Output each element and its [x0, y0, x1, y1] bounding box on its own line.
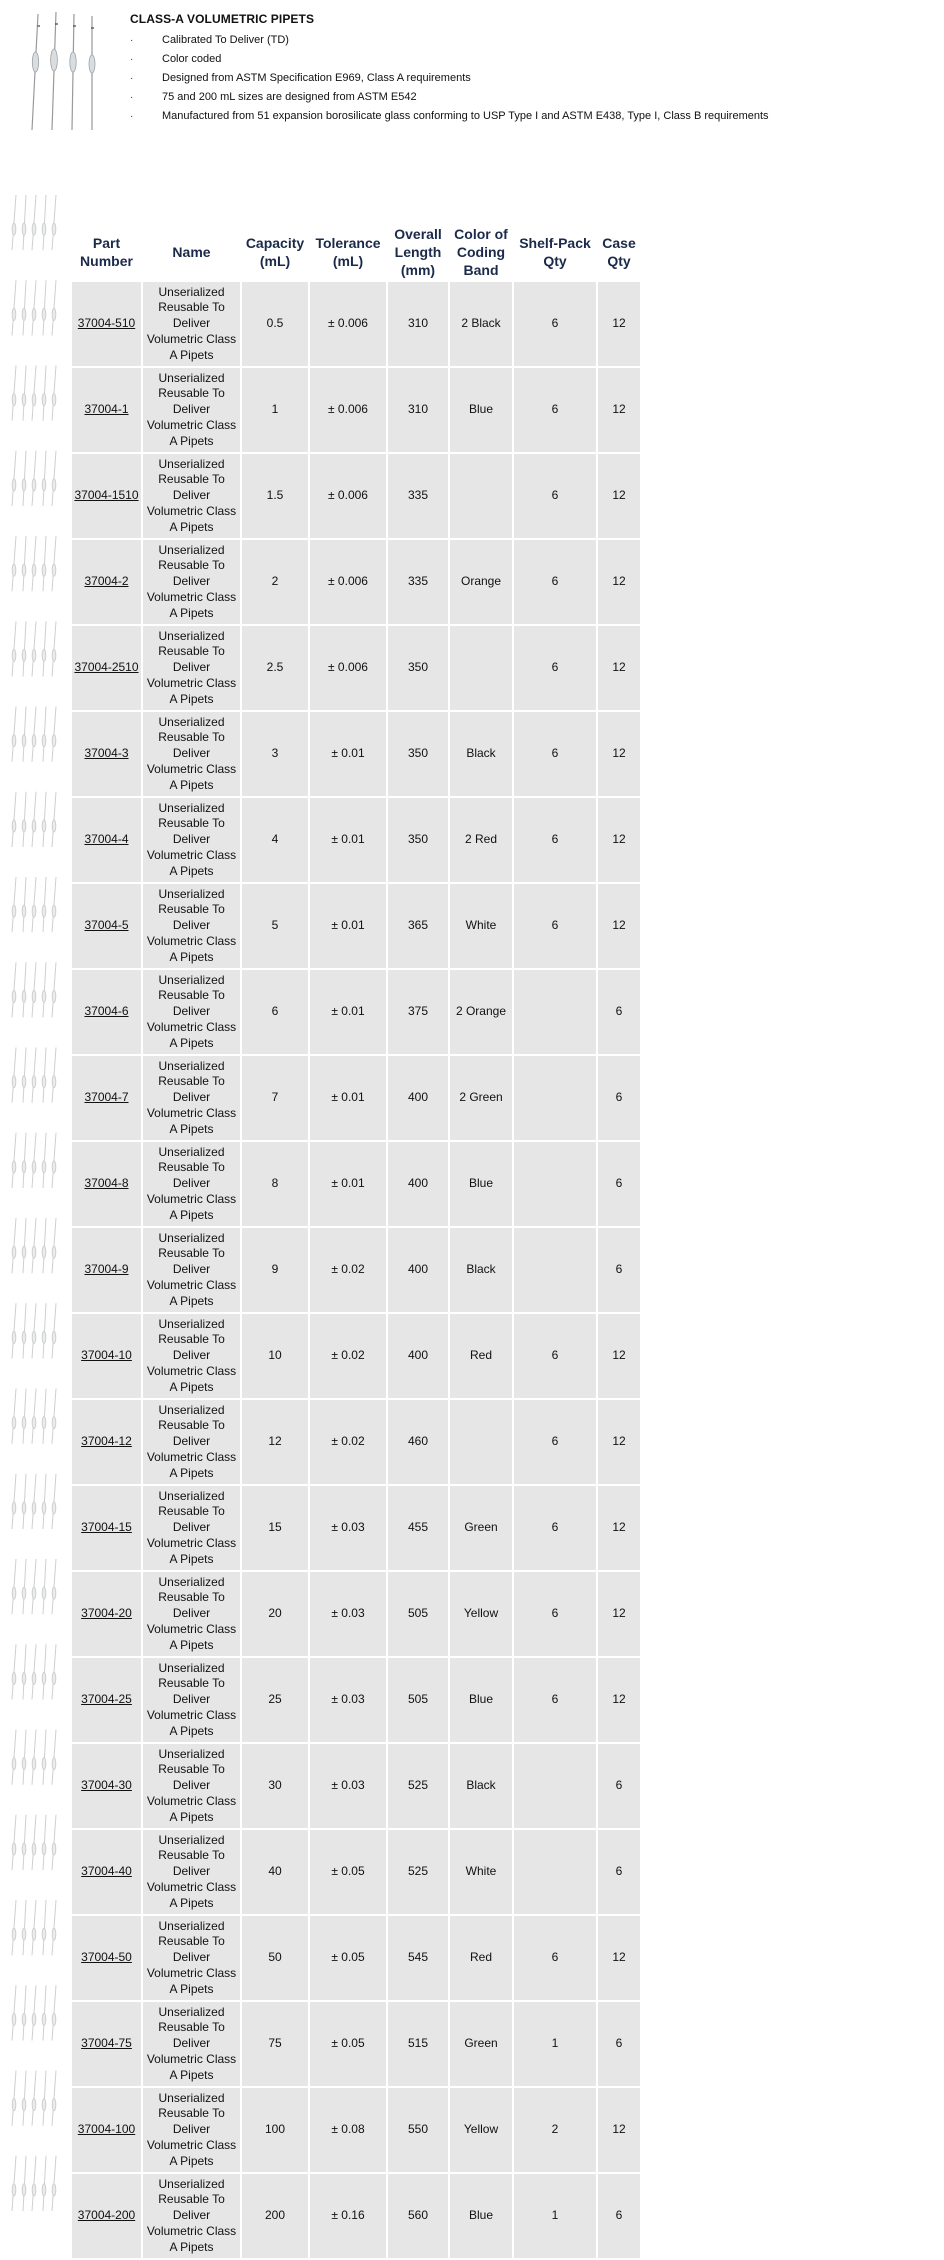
part-number-link[interactable]: 37004-10 [81, 1348, 132, 1363]
case-qty-cell: 12 [598, 1658, 640, 1742]
color-band-cell: Blue [450, 2174, 512, 2258]
part-number-link[interactable]: 37004-4 [84, 832, 129, 847]
length-cell: 455 [388, 1486, 448, 1570]
shelf-pack-cell: 6 [514, 798, 596, 882]
case-qty-cell: 6 [598, 1744, 640, 1828]
name-cell: Unserialized Reusable To Deliver Volumetric Class A Pipets [143, 1056, 240, 1140]
pipet-sketch [12, 792, 56, 847]
background-pipets-strip [0, 175, 70, 2221]
length-cell: 335 [388, 540, 448, 624]
case-qty-cell: 6 [598, 970, 640, 1054]
part-number-link[interactable]: 37004-1 [84, 402, 129, 417]
pipet-sketch [12, 2156, 56, 2211]
tolerance-cell: ± 0.03 [310, 1486, 386, 1570]
column-header-case-qty: Case Qty [602, 235, 636, 269]
product-title: CLASS-A VOLUMETRIC PIPETS [130, 12, 315, 26]
shelf-pack-cell: 6 [514, 454, 596, 538]
color-band-cell: Red [450, 1916, 512, 2000]
length-cell: 525 [388, 1744, 448, 1828]
column-header-tolerance: Tolerance (mL) [315, 235, 381, 269]
pipet-sketch [12, 195, 56, 250]
capacity-cell: 0.5 [242, 282, 308, 366]
part-number-link[interactable]: 37004-15 [81, 1520, 132, 1535]
case-qty-cell: 12 [598, 1400, 640, 1484]
color-band-cell: Blue [450, 368, 512, 452]
part-number-cell [72, 540, 141, 624]
pipet-sketch [12, 1474, 56, 1529]
part-number-link[interactable]: 37004-40 [81, 1864, 132, 1879]
bullet-icon: · [130, 73, 134, 84]
part-number-cell [72, 1744, 141, 1828]
tolerance-cell: ± 0.01 [310, 970, 386, 1054]
feature-item [130, 31, 930, 50]
pipet-sketch [12, 2071, 56, 2126]
part-number-link[interactable]: 37004-3 [84, 746, 129, 761]
column-header-name: Name [172, 244, 211, 260]
part-number-cell [72, 1916, 141, 2000]
tolerance-cell: ± 0.16 [310, 2174, 386, 2258]
feature-item [130, 107, 930, 126]
length-cell: 505 [388, 1572, 448, 1656]
capacity-cell: 12 [242, 1400, 308, 1484]
table-row [72, 2174, 640, 2258]
name-cell: Unserialized Reusable To Deliver Volumetric Class A Pipets [143, 1228, 240, 1312]
length-cell: 310 [388, 282, 448, 366]
pipet-sketch [12, 707, 56, 762]
color-band-cell: White [450, 884, 512, 968]
capacity-cell: 10 [242, 1314, 308, 1398]
color-band-cell: 2 Orange [450, 970, 512, 1054]
case-qty-cell: 12 [598, 1572, 640, 1656]
part-number-link[interactable]: 37004-100 [77, 2122, 136, 2137]
capacity-cell: 100 [242, 2088, 308, 2172]
shelf-pack-cell [514, 970, 596, 1054]
name-cell: Unserialized Reusable To Deliver Volumetric Class A Pipets [143, 1916, 240, 2000]
part-number-cell [72, 1228, 141, 1312]
case-qty-cell: 12 [598, 798, 640, 882]
tolerance-cell: ± 0.05 [310, 2002, 386, 2086]
part-number-cell [72, 970, 141, 1054]
table-row [72, 1744, 640, 1828]
feature-text: Designed from ASTM Specification E969, Class A requirements [162, 72, 471, 84]
case-qty-cell: 6 [598, 1056, 640, 1140]
pipet-sketch [12, 1218, 56, 1273]
shelf-pack-cell: 2 [514, 2088, 596, 2172]
capacity-cell: 20 [242, 1572, 308, 1656]
part-number-cell [72, 884, 141, 968]
name-cell: Unserialized Reusable To Deliver Volumetric Class A Pipets [143, 368, 240, 452]
capacity-cell: 40 [242, 1830, 308, 1914]
pipets-pattern [0, 175, 70, 2221]
tolerance-cell: ± 0.02 [310, 1228, 386, 1312]
pipet-sketch [12, 1389, 56, 1444]
part-number-cell [72, 2002, 141, 2086]
shelf-pack-cell: 6 [514, 712, 596, 796]
color-band-cell: Green [450, 1486, 512, 1570]
length-cell: 400 [388, 1056, 448, 1140]
name-cell: Unserialized Reusable To Deliver Volumetric Class A Pipets [143, 712, 240, 796]
part-number-cell [72, 282, 141, 366]
tolerance-cell: ± 0.02 [310, 1400, 386, 1484]
shelf-pack-cell: 6 [514, 626, 596, 710]
pipet-sketch [12, 1303, 56, 1358]
table-row [72, 1830, 640, 1914]
capacity-cell: 30 [242, 1744, 308, 1828]
table-row [72, 1916, 640, 2000]
color-band-cell: 2 Red [450, 798, 512, 882]
shelf-pack-cell: 6 [514, 1658, 596, 1742]
part-number-link[interactable]: 37004-6 [84, 1004, 129, 1019]
case-qty-cell: 12 [598, 2088, 640, 2172]
part-number-cell [72, 1400, 141, 1484]
length-cell: 310 [388, 368, 448, 452]
pipets-illustration [18, 10, 110, 134]
capacity-cell: 75 [242, 2002, 308, 2086]
color-band-cell: 2 Black [450, 282, 512, 366]
pipet-sketch [12, 280, 56, 335]
feature-text: Calibrated To Deliver (TD) [162, 34, 289, 46]
name-cell: Unserialized Reusable To Deliver Volumetric Class A Pipets [143, 1400, 240, 1484]
case-qty-cell: 12 [598, 712, 640, 796]
tolerance-cell: ± 0.006 [310, 454, 386, 538]
case-qty-cell: 6 [598, 1142, 640, 1226]
feature-text: Manufactured from 51 expansion borosilicate glass conforming to USP Type I and ASTM E438, Type I, Class B requirements [162, 110, 769, 122]
capacity-cell: 2.5 [242, 626, 308, 710]
shelf-pack-cell: 1 [514, 2002, 596, 2086]
capacity-cell: 2 [242, 540, 308, 624]
name-cell: Unserialized Reusable To Deliver Volumetric Class A Pipets [143, 2174, 240, 2258]
color-band-cell [450, 1400, 512, 1484]
color-band-cell: Blue [450, 1658, 512, 1742]
capacity-cell: 200 [242, 2174, 308, 2258]
shelf-pack-cell: 6 [514, 1400, 596, 1484]
part-number-link[interactable]: 37004-1510 [74, 488, 139, 503]
capacity-cell: 9 [242, 1228, 308, 1312]
part-number-link[interactable]: 37004-12 [81, 1434, 132, 1449]
table-row [72, 1658, 640, 1742]
tolerance-cell: ± 0.05 [310, 1830, 386, 1914]
part-number-cell [72, 626, 141, 710]
capacity-cell: 7 [242, 1056, 308, 1140]
part-number-link[interactable]: 37004-510 [77, 316, 136, 331]
table-row [72, 368, 640, 452]
length-cell: 350 [388, 712, 448, 796]
table-row [72, 1400, 640, 1484]
length-cell: 560 [388, 2174, 448, 2258]
tolerance-cell: ± 0.05 [310, 1916, 386, 2000]
name-cell: Unserialized Reusable To Deliver Volumetric Class A Pipets [143, 884, 240, 968]
product-table [70, 222, 642, 2260]
column-header-color: Color of Coding Band [454, 226, 508, 278]
tolerance-cell: ± 0.03 [310, 1744, 386, 1828]
shelf-pack-cell: 1 [514, 2174, 596, 2258]
length-cell: 515 [388, 2002, 448, 2086]
table-row [72, 1314, 640, 1398]
table-row [72, 1572, 640, 1656]
case-qty-cell: 6 [598, 1830, 640, 1914]
capacity-cell: 5 [242, 884, 308, 968]
name-cell: Unserialized Reusable To Deliver Volumetric Class A Pipets [143, 798, 240, 882]
capacity-cell: 3 [242, 712, 308, 796]
case-qty-cell: 12 [598, 282, 640, 366]
shelf-pack-cell: 6 [514, 1916, 596, 2000]
shelf-pack-cell [514, 1142, 596, 1226]
pipet-sketch [12, 1644, 56, 1699]
part-number-link[interactable]: 37004-30 [81, 1778, 132, 1793]
pipet-sketch [12, 962, 56, 1017]
part-number-link[interactable]: 37004-5 [84, 918, 129, 933]
shelf-pack-cell [514, 1830, 596, 1914]
bullet-icon: · [130, 54, 134, 65]
part-number-link[interactable]: 37004-75 [81, 2036, 132, 2051]
pipet-sketch [12, 877, 56, 932]
pipet-sketch [12, 1730, 56, 1785]
name-cell: Unserialized Reusable To Deliver Volumetric Class A Pipets [143, 282, 240, 366]
tolerance-cell: ± 0.006 [310, 540, 386, 624]
part-number-link[interactable]: 37004-20 [81, 1606, 132, 1621]
name-cell: Unserialized Reusable To Deliver Volumetric Class A Pipets [143, 626, 240, 710]
length-cell: 350 [388, 626, 448, 710]
feature-item [130, 88, 930, 107]
color-band-cell: White [450, 1830, 512, 1914]
shelf-pack-cell [514, 1228, 596, 1312]
length-cell: 400 [388, 1314, 448, 1398]
case-qty-cell: 6 [598, 2174, 640, 2258]
color-band-cell: Blue [450, 1142, 512, 1226]
length-cell: 350 [388, 798, 448, 882]
part-number-link[interactable]: 37004-50 [81, 1950, 132, 1965]
capacity-cell: 1 [242, 368, 308, 452]
feature-text: Color coded [162, 53, 222, 65]
color-band-cell [450, 626, 512, 710]
case-qty-cell: 12 [598, 368, 640, 452]
shelf-pack-cell: 6 [514, 884, 596, 968]
table-row [72, 626, 640, 710]
table-row [72, 1142, 640, 1226]
shelf-pack-cell [514, 1056, 596, 1140]
table-row [72, 712, 640, 796]
color-band-cell: Yellow [450, 1572, 512, 1656]
tolerance-cell: ± 0.03 [310, 1572, 386, 1656]
tolerance-cell: ± 0.01 [310, 884, 386, 968]
feature-list [130, 31, 930, 126]
table-row [72, 282, 640, 366]
part-number-cell [72, 2088, 141, 2172]
part-number-link[interactable]: 37004-25 [81, 1692, 132, 1707]
color-band-cell [450, 454, 512, 538]
table-row [72, 1228, 640, 1312]
name-cell: Unserialized Reusable To Deliver Volumetric Class A Pipets [143, 1572, 240, 1656]
part-number-cell [72, 1486, 141, 1570]
name-cell: Unserialized Reusable To Deliver Volumetric Class A Pipets [143, 2002, 240, 2086]
tolerance-cell: ± 0.01 [310, 1142, 386, 1226]
case-qty-cell: 12 [598, 1314, 640, 1398]
pipet-sketch [12, 366, 56, 421]
case-qty-cell: 12 [598, 884, 640, 968]
column-header-shelf-pack: Shelf-Pack Qty [519, 235, 591, 269]
name-cell: Unserialized Reusable To Deliver Volumetric Class A Pipets [143, 540, 240, 624]
table-row [72, 540, 640, 624]
length-cell: 460 [388, 1400, 448, 1484]
part-number-cell [72, 454, 141, 538]
capacity-cell: 4 [242, 798, 308, 882]
tolerance-cell: ± 0.01 [310, 712, 386, 796]
part-number-link[interactable]: 37004-7 [84, 1090, 129, 1105]
name-cell: Unserialized Reusable To Deliver Volumetric Class A Pipets [143, 1658, 240, 1742]
case-qty-cell: 12 [598, 454, 640, 538]
length-cell: 335 [388, 454, 448, 538]
bullet-icon: · [130, 35, 134, 46]
table-row [72, 798, 640, 882]
tolerance-cell: ± 0.02 [310, 1314, 386, 1398]
shelf-pack-cell [514, 1744, 596, 1828]
case-qty-cell: 6 [598, 1228, 640, 1312]
capacity-cell: 15 [242, 1486, 308, 1570]
shelf-pack-cell: 6 [514, 282, 596, 366]
capacity-cell: 8 [242, 1142, 308, 1226]
table-row [72, 2002, 640, 2086]
part-number-cell [72, 1314, 141, 1398]
shelf-pack-cell: 6 [514, 1572, 596, 1656]
part-number-link[interactable]: 37004-2 [84, 574, 129, 589]
product-header [130, 12, 930, 126]
case-qty-cell: 12 [598, 540, 640, 624]
shelf-pack-cell: 6 [514, 368, 596, 452]
bullet-icon: · [130, 92, 134, 103]
pipet-sketch [12, 621, 56, 676]
table-row [72, 2088, 640, 2172]
product-image-pipets [18, 10, 110, 134]
part-number-cell [72, 1658, 141, 1742]
part-number-cell [72, 368, 141, 452]
shelf-pack-cell: 6 [514, 540, 596, 624]
tolerance-cell: ± 0.08 [310, 2088, 386, 2172]
name-cell: Unserialized Reusable To Deliver Volumetric Class A Pipets [143, 1486, 240, 1570]
name-cell: Unserialized Reusable To Deliver Volumetric Class A Pipets [143, 1142, 240, 1226]
pipet-sketch [12, 1048, 56, 1103]
part-number-link[interactable]: 37004-200 [77, 2208, 136, 2223]
capacity-cell: 6 [242, 970, 308, 1054]
pipet-sketch [12, 1815, 56, 1870]
part-number-link[interactable]: 37004-9 [84, 1262, 129, 1277]
feature-text: 75 and 200 mL sizes are designed from ASTM E542 [162, 91, 417, 103]
length-cell: 545 [388, 1916, 448, 2000]
part-number-link[interactable]: 37004-8 [84, 1176, 129, 1191]
color-band-cell: Black [450, 1228, 512, 1312]
name-cell: Unserialized Reusable To Deliver Volumetric Class A Pipets [143, 1314, 240, 1398]
case-qty-cell: 12 [598, 1916, 640, 2000]
pipet-sketch [12, 451, 56, 506]
column-header-part-number: Part Number [80, 235, 133, 269]
tolerance-cell: ± 0.03 [310, 1658, 386, 1742]
tolerance-cell: ± 0.006 [310, 282, 386, 366]
bullet-icon: · [130, 111, 134, 122]
tolerance-cell: ± 0.006 [310, 368, 386, 452]
part-number-cell [72, 712, 141, 796]
part-number-cell [72, 1830, 141, 1914]
feature-item [130, 69, 930, 88]
pipet-sketch [12, 1985, 56, 2040]
color-band-cell: Green [450, 2002, 512, 2086]
case-qty-cell: 6 [598, 2002, 640, 2086]
part-number-link[interactable]: 37004-2510 [74, 660, 139, 675]
name-cell: Unserialized Reusable To Deliver Volumetric Class A Pipets [143, 1744, 240, 1828]
name-cell: Unserialized Reusable To Deliver Volumetric Class A Pipets [143, 454, 240, 538]
length-cell: 550 [388, 2088, 448, 2172]
part-number-cell [72, 1056, 141, 1140]
tolerance-cell: ± 0.01 [310, 1056, 386, 1140]
shelf-pack-cell: 6 [514, 1486, 596, 1570]
pipet-sketch [12, 1900, 56, 1955]
pipet-sketch [12, 1559, 56, 1614]
capacity-cell: 25 [242, 1658, 308, 1742]
length-cell: 365 [388, 884, 448, 968]
pipet-sketch [12, 536, 56, 591]
table-row [72, 1486, 640, 1570]
tolerance-cell: ± 0.006 [310, 626, 386, 710]
length-cell: 400 [388, 1228, 448, 1312]
color-band-cell: Black [450, 1744, 512, 1828]
case-qty-cell: 12 [598, 626, 640, 710]
case-qty-cell: 12 [598, 1486, 640, 1570]
color-band-cell: Yellow [450, 2088, 512, 2172]
capacity-cell: 1.5 [242, 454, 308, 538]
length-cell: 400 [388, 1142, 448, 1226]
part-number-cell [72, 2174, 141, 2258]
length-cell: 505 [388, 1658, 448, 1742]
shelf-pack-cell: 6 [514, 1314, 596, 1398]
name-cell: Unserialized Reusable To Deliver Volumetric Class A Pipets [143, 2088, 240, 2172]
color-band-cell: 2 Green [450, 1056, 512, 1140]
length-cell: 375 [388, 970, 448, 1054]
table-header-row [72, 224, 640, 280]
part-number-cell [72, 798, 141, 882]
color-band-cell: Black [450, 712, 512, 796]
table-row [72, 884, 640, 968]
column-header-length: Overall Length (mm) [394, 226, 442, 278]
table-row [72, 1056, 640, 1140]
table-row [72, 970, 640, 1054]
pipet-sketch [12, 1133, 56, 1188]
color-band-cell: Orange [450, 540, 512, 624]
part-number-cell [72, 1142, 141, 1226]
name-cell: Unserialized Reusable To Deliver Volumetric Class A Pipets [143, 970, 240, 1054]
color-band-cell: Red [450, 1314, 512, 1398]
name-cell: Unserialized Reusable To Deliver Volumetric Class A Pipets [143, 1830, 240, 1914]
feature-item [130, 50, 930, 69]
table-row [72, 454, 640, 538]
capacity-cell: 50 [242, 1916, 308, 2000]
length-cell: 525 [388, 1830, 448, 1914]
tolerance-cell: ± 0.01 [310, 798, 386, 882]
part-number-cell [72, 1572, 141, 1656]
column-header-capacity: Capacity (mL) [245, 235, 305, 269]
